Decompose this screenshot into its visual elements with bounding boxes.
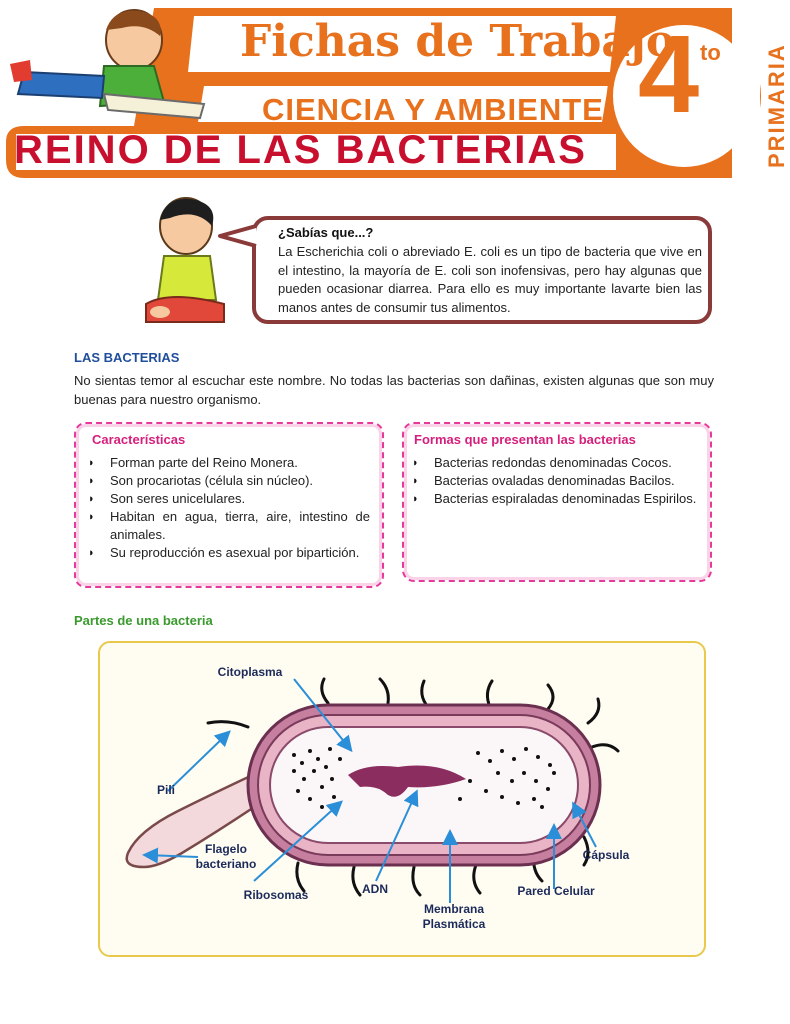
sitting-boy-illustration <box>140 196 230 328</box>
label-citoplasma: Citoplasma <box>217 665 283 679</box>
label-pared: Pared Celular <box>517 884 595 898</box>
list-item: ◗ Bacterias redondas denominadas Cocos. <box>412 454 698 472</box>
page-title: REINO DE LAS BACTERIAS <box>14 128 587 172</box>
list-item: ◗ Su reproducción es asexual por bipartición. <box>88 544 370 562</box>
worksheet-title: Fichas de Trabajo <box>240 16 676 67</box>
label-capsula: Cápsula <box>582 848 630 862</box>
label-adn: ADN <box>362 882 388 896</box>
shapes-box <box>402 422 712 582</box>
characteristics-title: Características <box>92 432 186 447</box>
bubble-text: La Escherichia coli o abreviado E. coli es un tipo de bacteria que vive en el intestino, la mayoría de E. coli son inofensivas, pero hay algunas que pueden ocasionar diarrea. Para ello es muy importante lavarte bien las manos antes de consumir tus alimentos. <box>278 244 702 315</box>
list-item: ◗ Son seres unicelulares. <box>88 490 370 508</box>
list-item: ◗ Bacterias espiraladas denominadas Espirilos. <box>412 490 698 508</box>
speech-bubble-tail <box>218 222 258 252</box>
list-item: ◗ Habitan en agua, tierra, aire, intestino de animales. <box>88 508 370 544</box>
section-intro: No sientas temor al escuchar este nombre. No todas las bacterias son dañinas, existen algunas que son muy buenas para nuestro organismo. <box>74 373 714 407</box>
list-item: ◗ Bacterias ovaladas denominadas Bacilos. <box>412 472 698 490</box>
grade-number: 4 <box>638 13 700 136</box>
bubble-title: ¿Sabías que...? <box>278 225 374 240</box>
parts-title: Partes de una bacteria <box>74 613 213 628</box>
section-title: LAS BACTERIAS <box>74 350 180 365</box>
grade-suffix: to <box>700 40 721 65</box>
shapes-title: Formas que presentan las bacterias <box>414 432 636 447</box>
list-item: ◗ Forman parte del Reino Monera. <box>88 454 370 472</box>
label-membrana: Membrana Plasmática <box>422 902 486 931</box>
label-ribosomas: Ribosomas <box>243 888 309 902</box>
characteristics-box <box>74 422 384 588</box>
label-pili: Pili <box>156 783 175 797</box>
level-text: PRIMARIA <box>764 43 789 168</box>
bacteria-diagram <box>98 641 706 957</box>
level-label <box>738 22 789 172</box>
subject-title: CIENCIA Y AMBIENTE <box>262 92 604 127</box>
list-item: ◗ Son procariotas (célula sin núcleo). <box>88 472 370 490</box>
characteristics-list <box>88 454 370 562</box>
label-flagelo: Flagelo bacteriano <box>195 842 257 871</box>
shapes-list <box>412 454 698 508</box>
